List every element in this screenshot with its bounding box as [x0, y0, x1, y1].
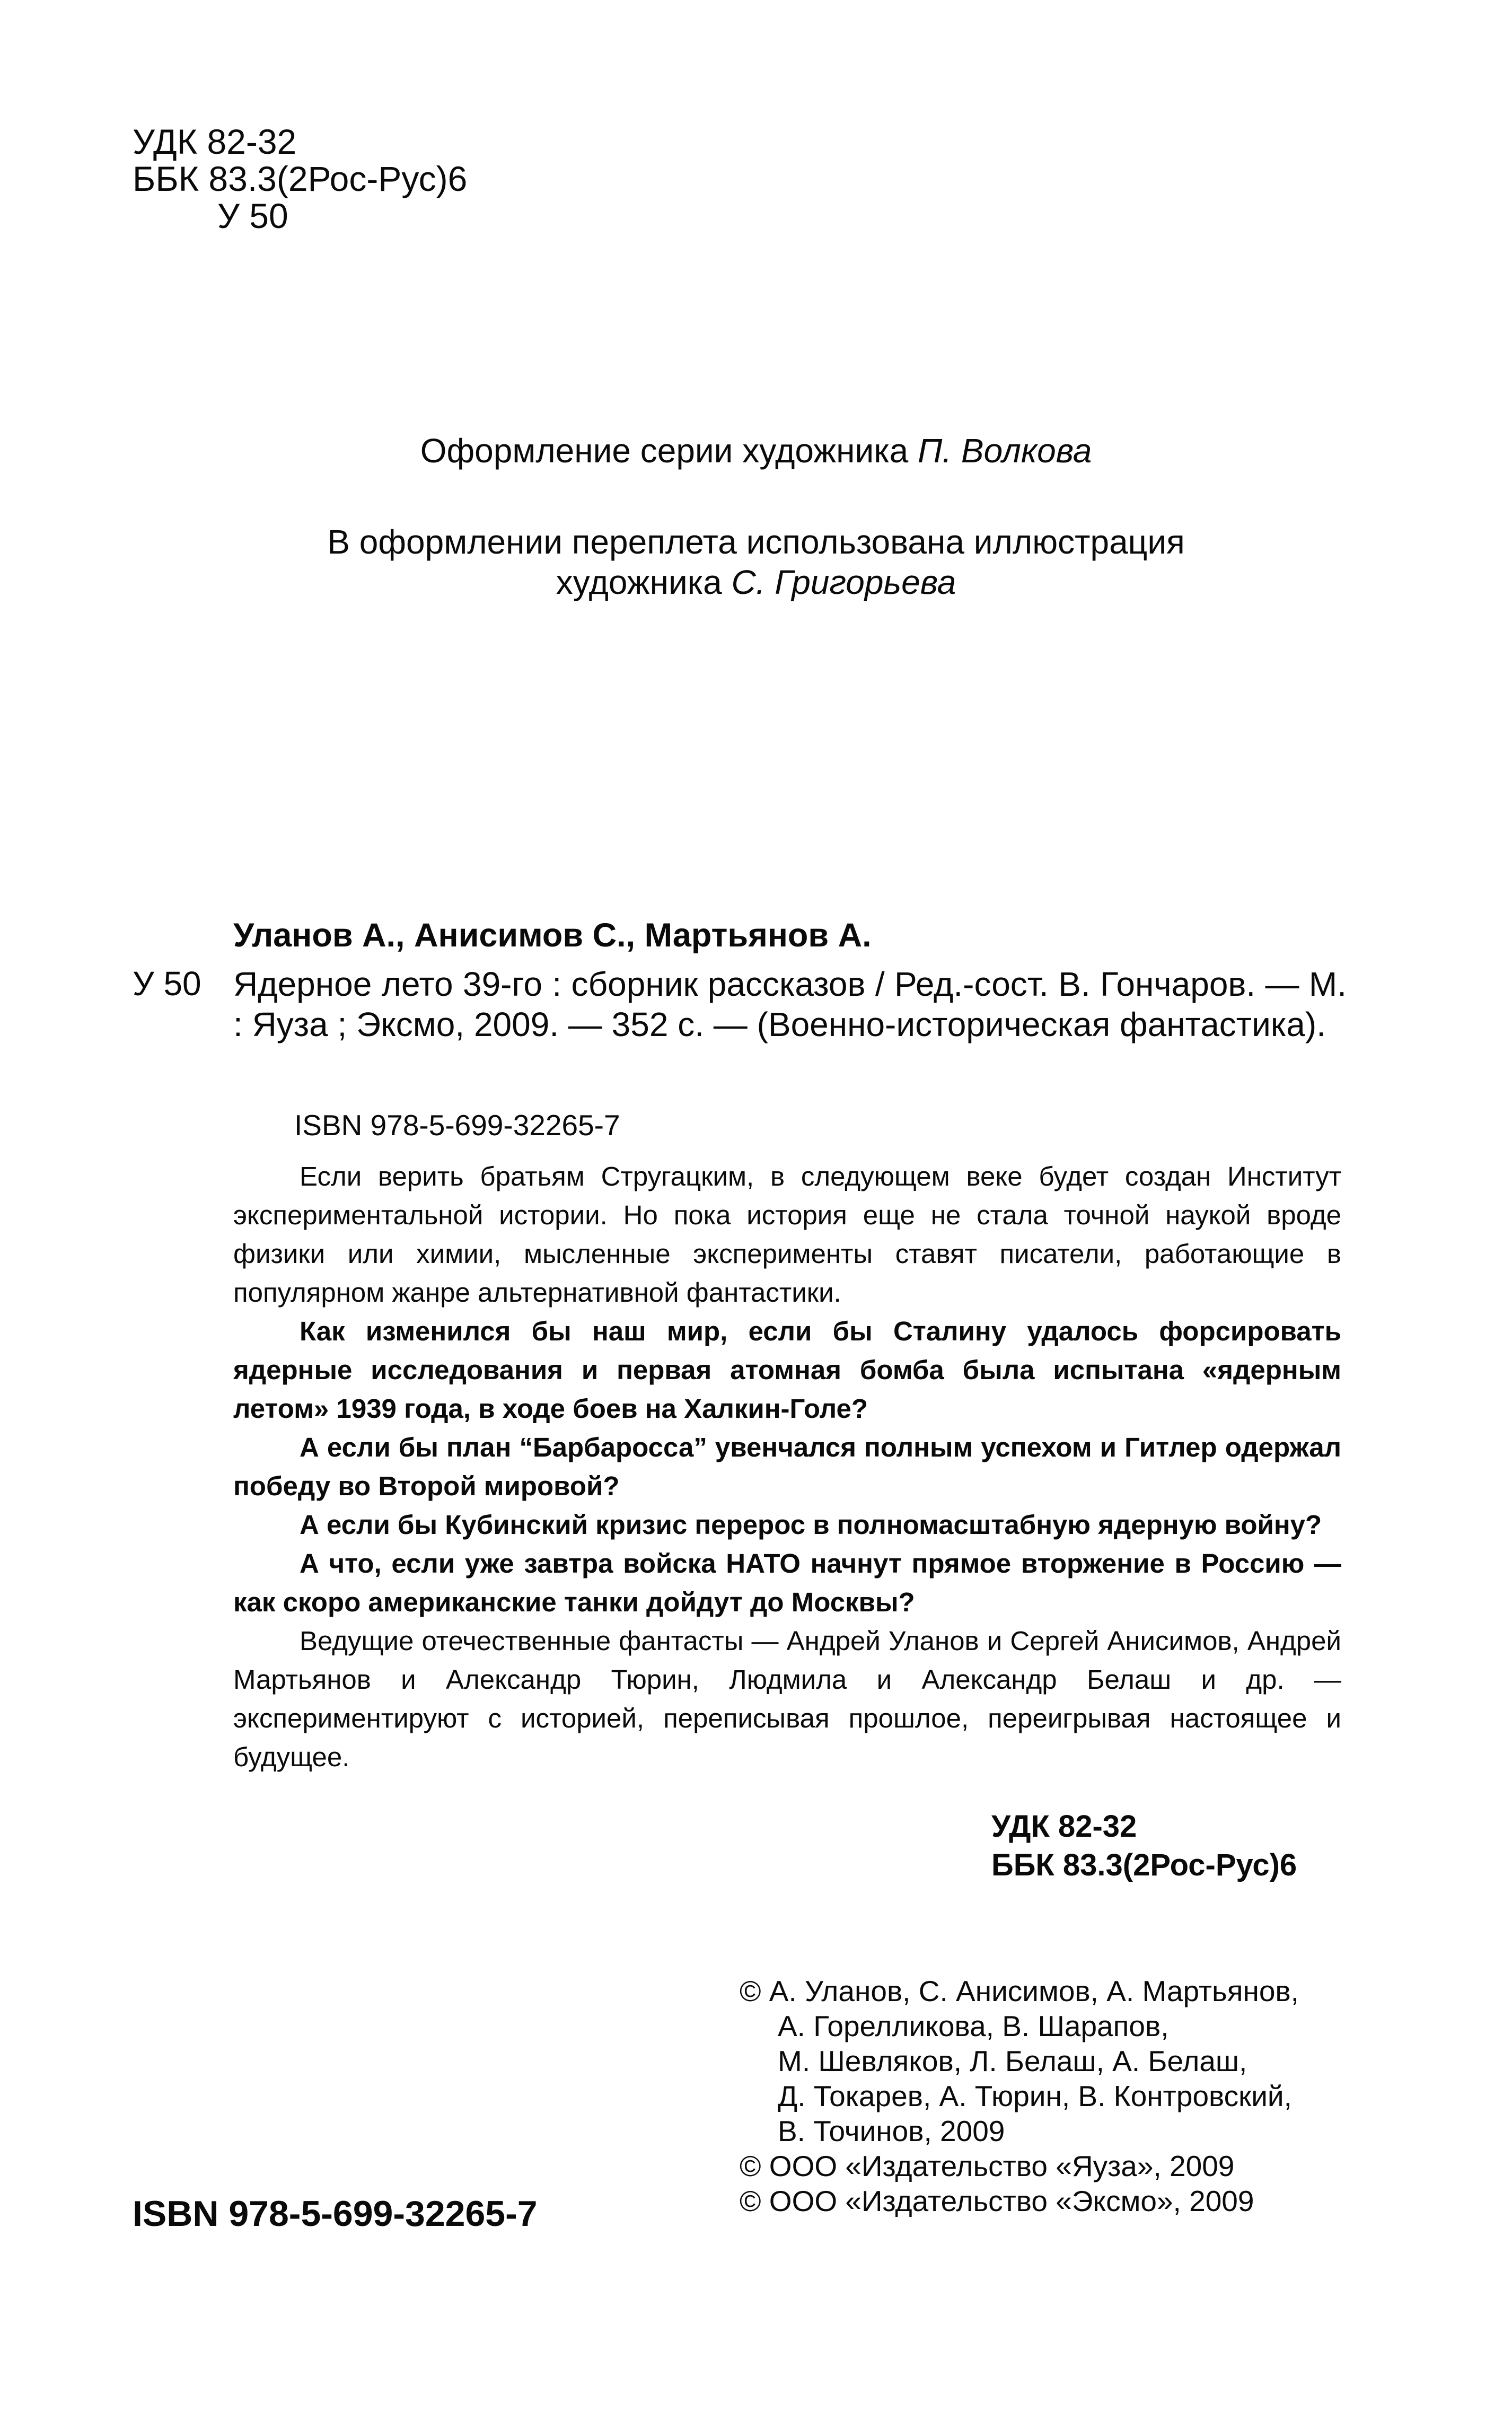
cover-credit-prefix: художника	[556, 563, 732, 601]
copyright-line: М. Шевляков, Л. Белаш, А. Белаш,	[778, 2045, 1247, 2077]
cover-credit-line1: В оформлении переплета использована иллюстрация	[327, 523, 1185, 561]
cover-illustration-credit	[0, 522, 1512, 602]
annotation-paragraph-intro: Если верить братьям Стругацким, в следующем веке будет создан Институт экспериментальной истории. Но пока история еще не стала точной наукой вроде физики или химии, мысленные эксперименты ставят писатели, работающие в популярном жанре альтернативной фантастики.	[233, 1161, 1341, 1308]
udk-code-bottom: УДК 82-32	[991, 1809, 1137, 1844]
annotation-question-2: А если бы план “Барбаросса” увенчался полным успехом и Гитлер одержал победу во Второй мировой?	[233, 1432, 1341, 1501]
copyright-line: © ООО «Издательство «Эксмо», 2009	[740, 2185, 1254, 2217]
bibliographic-isbn: ISBN 978-5-699-32265-7	[294, 1109, 620, 1142]
series-design-credit	[0, 431, 1512, 471]
copyright-line: А. Горелликова, В. Шарапов,	[778, 2010, 1169, 2042]
bibliographic-index: У 50	[133, 964, 201, 1003]
cover-artist-name: С. Григорьева	[731, 563, 956, 601]
annotation-paragraph-authors: Ведущие отечественные фантасты — Андрей Уланов и Сергей Анисимов, Андрей Мартьянов и Александр Тюрин, Людмила и Александр Белаш и др. — экспериментируют с историей, переписывая прошлое, переигрывая настоящее и будущее.	[233, 1626, 1341, 1772]
copyright-line: В. Точинов, 2009	[778, 2115, 1005, 2147]
author-index-top: У 50	[217, 196, 288, 235]
copyright-line: Д. Токарев, А. Тюрин, В. Контровский,	[778, 2080, 1292, 2112]
bbk-code-bottom: ББК 83.3(2Рос-Рус)6	[991, 1848, 1297, 1882]
series-artist-name: П. Волкова	[917, 432, 1092, 470]
annotation-question-4: А что, если уже завтра войска НАТО начнут прямое вторжение в Россию — как скоро американские танки дойдут до Москвы?	[233, 1548, 1341, 1617]
isbn-main: ISBN 978-5-699-32265-7	[133, 2194, 538, 2234]
bibliographic-description: Ядерное лето 39-го : сборник рассказов / Ред.-сост. В. Гончаров. — М. : Яуза ; Эксмо, 2009. — 352 с. — (Военно-историческая фантастика).	[233, 965, 1347, 1043]
bbk-code-top: ББК 83.3(2Рос-Рус)6	[133, 159, 468, 198]
annotation	[233, 1157, 1341, 1776]
copyright-line: © А. Уланов, С. Анисимов, А. Мартьянов,	[740, 1975, 1299, 2007]
cover-credit-line2	[0, 562, 1512, 602]
bottom-classification-codes	[991, 1807, 1297, 1884]
bibliographic-authors: Уланов А., Анисимов С., Мартьянов А.	[233, 917, 872, 954]
annotation-question-1: Как изменился бы наш мир, если бы Сталину удалось форсировать ядерные исследования и первая атомная бомба была испытана «ядерным летом» 1939 года, в ходе боев на Халкин-Голе?	[233, 1316, 1341, 1424]
copyright-line: © ООО «Издательство «Яуза», 2009	[740, 2150, 1235, 2182]
annotation-question-3: А если бы Кубинский кризис перерос в полномасштабную ядерную войну?	[300, 1510, 1322, 1540]
top-classification-codes	[133, 123, 467, 234]
udk-code-top: УДК 82-32	[133, 122, 297, 161]
series-design-prefix: Оформление серии художника	[420, 432, 918, 470]
copyright-block	[740, 1974, 1299, 2218]
